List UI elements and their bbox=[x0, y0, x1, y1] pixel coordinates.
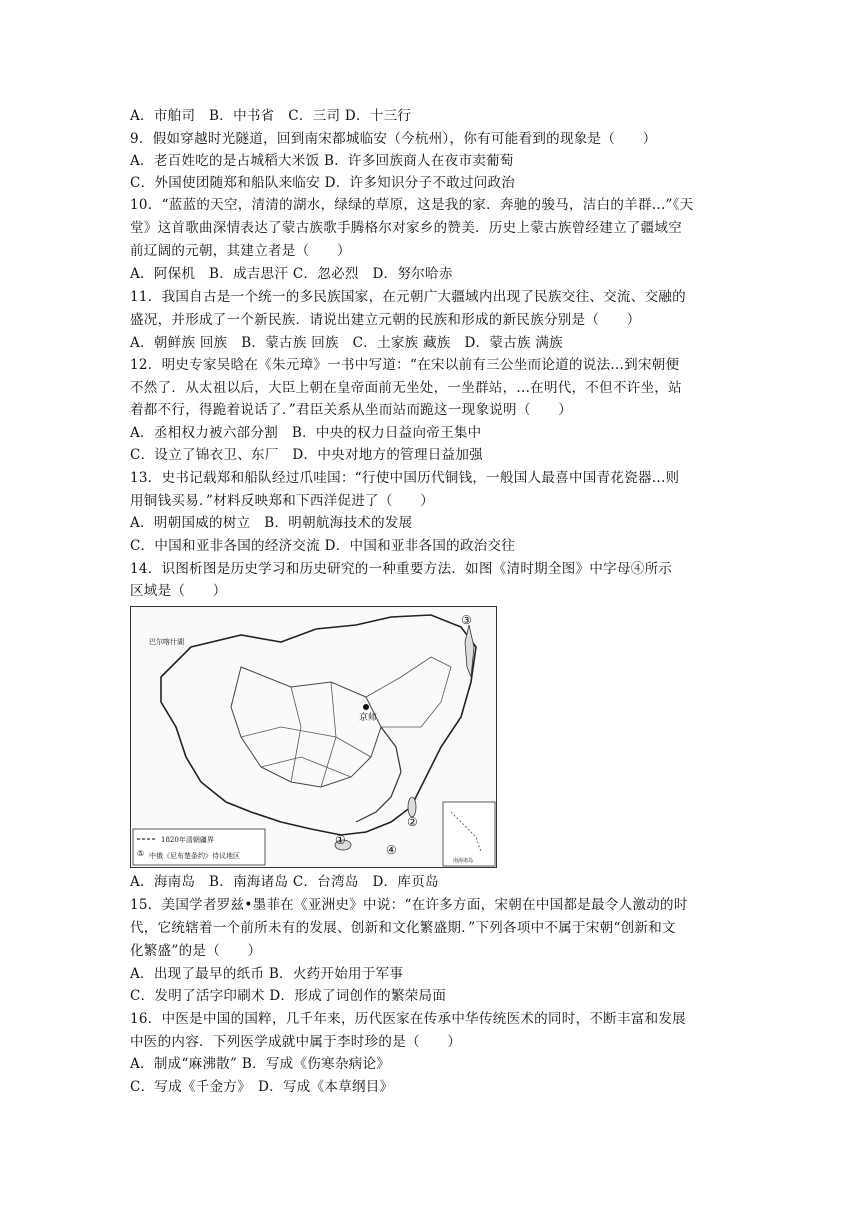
q12-stem-2: 不然了．从太祖以后，大臣上朝在皇帝面前无坐处，一坐群站，...在明代，不但不许坐，站 bbox=[130, 380, 682, 396]
q10-stem-1: 10．“蓝蓝的天空，清清的湖水，绿绿的草原，这是我的家．奔驰的骏马，洁白的羊群...”《天 bbox=[130, 197, 694, 213]
capital-label: 京师 bbox=[359, 713, 378, 723]
q16-stem-2: 中医的内容．下列医学成就中属于李时珍的是（ ） bbox=[130, 1034, 462, 1050]
q9-option-cd: C．外国使团随郑和船队来临安 D．许多知识分子不敢过问政治 bbox=[130, 175, 516, 191]
legend-text-1: 1820年清朝疆界 bbox=[161, 836, 214, 844]
interior-provinces bbox=[231, 667, 381, 787]
q12-stem-1: 12．明史专家吴晗在《朱元璋》一书中写道：“在宋以前有三公坐而论道的说法...到宋朝便 bbox=[130, 357, 680, 373]
q14-options: A．海南岛 B．南海诸岛 C．台湾岛 D．库页岛 bbox=[130, 874, 439, 890]
inset-label: 南海诸岛 bbox=[453, 858, 474, 864]
map-drawing bbox=[131, 607, 496, 867]
q14-stem-1: 14．识图析图是历史学习和历史研究的一种重要方法．如图《清时期全图》中字母④所示 bbox=[130, 561, 673, 577]
q16-stem-1: 16．中医是中国的国粹，几千年来，历代医家在传承中华传统医术的同时，不断丰富和发展 bbox=[130, 1011, 686, 1027]
coastline bbox=[356, 727, 401, 822]
q10-stem-3: 前辽阔的元朝，其建立者是（ ） bbox=[130, 243, 351, 259]
q13-option-ab: A．明朝国威的树立 B．明朝航海技术的发展 bbox=[130, 515, 413, 531]
q8-options: A．市舶司 B．中书省 C．三司 D．十三行 bbox=[130, 108, 412, 124]
q15-stem-2: 代，它统辖着一个前所未有的发展、创新和文化繁盛期．”下列各项中不属于宋朝“创新和文 bbox=[130, 920, 676, 936]
northeast-lines bbox=[366, 657, 451, 727]
q9-stem: 9．假如穿越时光隧道，回到南宋都城临安（今杭州），你有可能看到的现象是（ ） bbox=[130, 131, 657, 147]
q10-options: A．阿保机 B．成吉思汗 C．忽必烈 D．努尔哈赤 bbox=[130, 266, 453, 282]
marker-1: ① bbox=[335, 833, 346, 847]
q13-stem-1: 13．史书记载郑和船队经过爪哇国：“行使中国历代铜钱，一般国人最喜中国青花瓷器...则 bbox=[130, 470, 680, 486]
legend-marker-5: ⑤ bbox=[137, 849, 145, 858]
legend-text-2: 中俄《尼布楚条约》待议地区 bbox=[149, 852, 240, 860]
qing-boundary bbox=[161, 615, 476, 835]
q15-stem-1: 15．美国学者罗兹•墨菲在《亚洲史》中说：“在许多方面，宋朝在中国都是最令人激动的时 bbox=[130, 897, 688, 913]
q11-stem-1: 11．我国自古是一个统一的多民族国家，在元朝广大疆域内出现了民族交往、交流、交融的 bbox=[130, 289, 686, 305]
q14-stem-2: 区域是（ ） bbox=[130, 583, 227, 599]
q15-stem-3: 化繁盛”的是（ ） bbox=[130, 943, 262, 959]
q15-option-ab: A．出现了最早的纸币 B．火药开始用于军事 bbox=[130, 966, 404, 982]
q15-option-cd: C．发明了活字印刷术 D．形成了词创作的繁荣局面 bbox=[130, 988, 447, 1004]
q13-stem-2: 用铜钱买易．”材料反映郑和下西洋促进了（ ） bbox=[130, 493, 435, 509]
q10-stem-2: 堂》这首歌曲深情表达了蒙古族歌手腾格尔对家乡的赞美．历史上蒙古族曾经建立了疆域空 bbox=[130, 220, 682, 236]
q12-option-cd: C．设立了锦衣卫、东厂 D．中央对地方的管理日益加强 bbox=[130, 447, 483, 463]
marker-3: ③ bbox=[461, 613, 472, 627]
qing-dynasty-map bbox=[130, 606, 497, 868]
province-lines bbox=[241, 682, 371, 787]
q11-stem-2: 盛况，并形成了一个新民族．请说出建立元朝的民族和形成的新民族分别是（ ） bbox=[130, 312, 641, 328]
q13-option-cd: C．中国和亚非各国的经济交流 D．中国和亚非各国的政治交往 bbox=[130, 538, 516, 554]
marker-2: ② bbox=[407, 815, 418, 829]
q16-option-cd: C．写成《千金方》 D．写成《本草纲目》 bbox=[130, 1079, 394, 1095]
q11-options: A．朝鲜族 回族 B．蒙古族 回族 C．土家族 藏族 D．蒙古族 满族 bbox=[130, 335, 563, 351]
taiwan-shape bbox=[408, 797, 416, 817]
q16-option-ab: A．制成“麻沸散” B．写成《伤寒杂病论》 bbox=[130, 1056, 391, 1072]
marker-4: ④ bbox=[386, 843, 397, 857]
q9-option-ab: A．老百姓吃的是占城稻大米饭 B．许多回族商人在夜市卖葡萄 bbox=[130, 153, 514, 169]
q12-option-ab: A．丞相权力被六部分割 B．中央的权力日益向帝王集中 bbox=[130, 425, 482, 441]
q12-stem-3: 着都不行，得跪着说话了．”君臣关系从坐而站而跪这一现象说明（ ） bbox=[130, 402, 573, 418]
balkhash-label: 巴尔喀什湖 bbox=[149, 638, 184, 646]
